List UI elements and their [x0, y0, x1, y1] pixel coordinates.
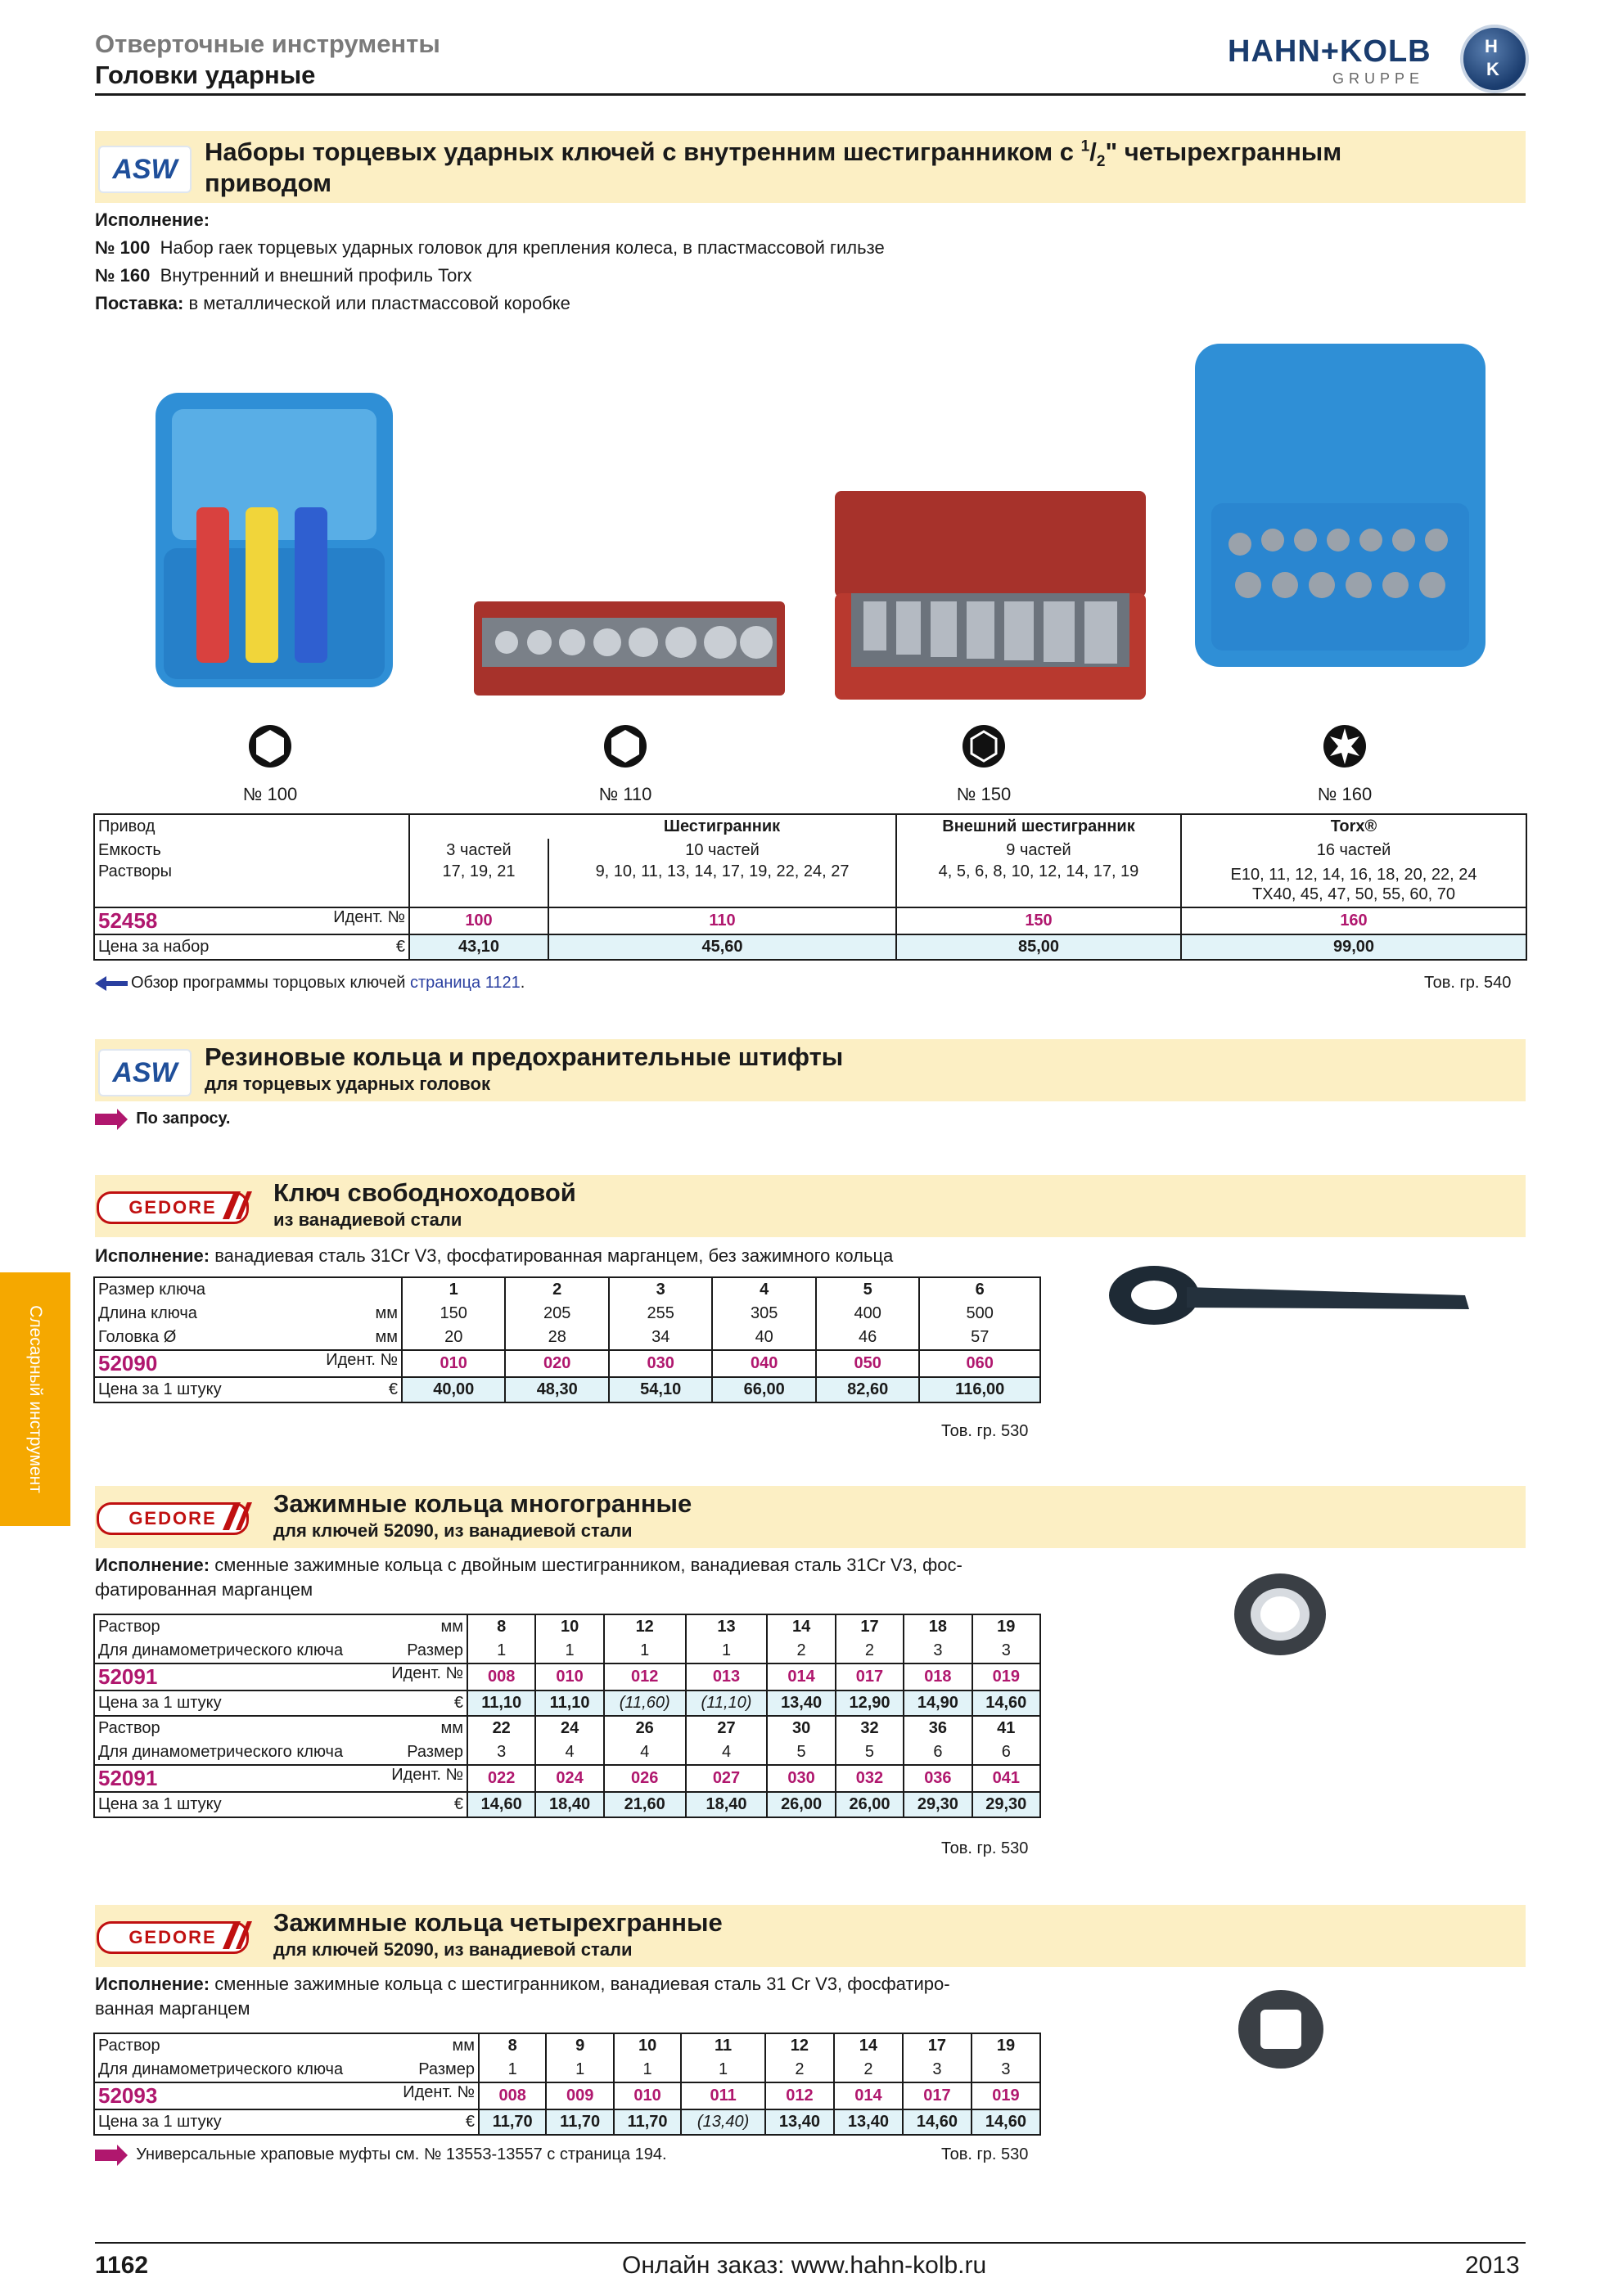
dyn-cell: 5 [767, 1740, 835, 1765]
size-cell: 27 [686, 1716, 768, 1740]
price-cell: 14,60 [467, 1792, 535, 1817]
hex-socket-icon [602, 723, 648, 769]
company-logo: HAHN+KOLB [1228, 34, 1431, 69]
torx-icon [1322, 723, 1368, 769]
id-label: Идент. № [333, 908, 405, 926]
price-row-head: Цена за 1 штуку € [94, 1690, 467, 1716]
section-title-sets-2: приводом [205, 169, 332, 197]
price-cell: 29,30 [972, 1792, 1040, 1817]
catalog-year: 2013 [1465, 2252, 1520, 2279]
footer-rule [95, 2242, 1526, 2244]
price-row-head: Цена за набор € [94, 934, 409, 960]
dyn-cell: 3 [972, 2058, 1040, 2082]
size-cell: 41 [972, 1716, 1040, 1740]
price-cell: 11,10 [535, 1690, 603, 1716]
row-label-capacity: Емкость [98, 841, 161, 859]
section-subtitle-poly-rings: для ключей 52090, из ванадиевой стали [273, 1520, 633, 1541]
dyn-cell: 1 [546, 2058, 613, 2082]
price-cell: 116,00 [919, 1377, 1040, 1402]
article-number: 52091 [98, 1664, 158, 1689]
dyn-cell: 3 [903, 2058, 972, 2082]
row-label-dyn: Для динамометрического ключа Размер [98, 1641, 463, 1659]
article-number: 52091 [98, 1766, 158, 1790]
price-cell: 14,90 [904, 1690, 972, 1716]
length-cell: 500 [919, 1302, 1040, 1326]
price-cell: 14,60 [972, 1690, 1040, 1716]
product-image-110 [470, 597, 789, 700]
head-cell: 57 [919, 1326, 1040, 1350]
head-cell: 20 [402, 1326, 505, 1350]
asw-logo: ASW [98, 146, 192, 193]
drive-160: Torx® [1181, 814, 1526, 839]
supply-line: Поставка: в металлической или пластмассовой коробке [95, 293, 570, 313]
id-cell: 041 [972, 1765, 1040, 1792]
price-cell: 26,00 [767, 1792, 835, 1817]
arrow-right-icon [95, 2150, 118, 2161]
price-110: 45,60 [548, 934, 896, 960]
price-cell: 48,30 [505, 1377, 608, 1402]
size-cell: 14 [767, 1614, 835, 1639]
row-label-dyn: Для динамометрического ключа Размер [98, 2060, 475, 2078]
id-cell: 036 [904, 1765, 972, 1792]
id-150: 150 [896, 907, 1181, 934]
dyn-cell: 1 [479, 2058, 546, 2082]
price-cell: 13,40 [834, 2109, 903, 2135]
row-label-dyn: Для динамометрического ключа Размер [98, 1743, 463, 1761]
external-hex-icon [961, 723, 1007, 769]
price-cell: 12,90 [836, 1690, 904, 1716]
head-cell: 34 [609, 1326, 712, 1350]
art-row-head: 52093 Идент. № [98, 2083, 475, 2108]
poly-rings-spec: Исполнение: сменные зажимные кольца с двойным шестигранником, ванадиевая сталь 31Cr V3, фос- [95, 1555, 963, 1575]
dyn-cell: 2 [834, 2058, 903, 2082]
head-cell: 46 [816, 1326, 919, 1350]
price-cell: 40,00 [402, 1377, 505, 1402]
length-cell: 400 [816, 1302, 919, 1326]
dyn-cell: 6 [904, 1740, 972, 1765]
id-cell: 019 [972, 1663, 1040, 1690]
id-100: 100 [409, 907, 548, 934]
overview-note: Обзор программы торцовых ключей страница 1121. [95, 974, 525, 993]
size-cell: 11 [681, 2033, 765, 2058]
sizes-160: E10, 11, 12, 14, 16, 18, 20, 22, 24 TX40, 45, 47, 50, 55, 60, 70 [1181, 862, 1526, 907]
id-cell: 014 [834, 2082, 903, 2109]
spec-label: Исполнение: [95, 209, 210, 230]
id-160: 160 [1181, 907, 1526, 934]
product-group: Тов. гр. 530 [941, 2145, 1029, 2163]
section-title-poly-rings: Зажимные кольца многогранные [273, 1489, 692, 1518]
size-cell: 5 [816, 1277, 919, 1302]
section-subtitle-rings: для торцевых ударных головок [205, 1074, 490, 1094]
size-cell: 3 [609, 1277, 712, 1302]
page-link[interactable]: страница 1121 [409, 974, 521, 992]
size-cell: 30 [767, 1716, 835, 1740]
size-cell: 10 [535, 1614, 603, 1639]
page-number: 1162 [95, 2252, 149, 2279]
size-cell: 8 [479, 2033, 546, 2058]
id-cell: 008 [467, 1663, 535, 1690]
id-cell: 017 [836, 1663, 904, 1690]
dyn-cell: 2 [836, 1639, 904, 1663]
id-cell: 060 [919, 1350, 1040, 1377]
id-cell: 020 [505, 1350, 608, 1377]
art-row-head: 52090 Идент. № [98, 1351, 398, 1375]
category-title: Отверточные инструменты [95, 29, 440, 58]
image-label-160: № 160 [1317, 784, 1373, 804]
id-cell: 014 [767, 1663, 835, 1690]
size-cell: 12 [604, 1614, 686, 1639]
dyn-cell: 4 [686, 1740, 768, 1765]
size-cell: 26 [604, 1716, 686, 1740]
id-cell: 008 [479, 2082, 546, 2109]
price-100: 43,10 [409, 934, 548, 960]
gedore-slash-icon [214, 1921, 252, 1949]
id-cell: 012 [765, 2082, 834, 2109]
wrench-table [93, 1276, 1041, 1403]
ratchet-note: Универсальные храповые муфты см. № 13553-13557 с страница 194. [95, 2145, 667, 2164]
price-cell: (11,10) [686, 1690, 768, 1716]
poly-rings-table [93, 1614, 1041, 1818]
size-cell: 22 [467, 1716, 535, 1740]
size-cell: 18 [904, 1614, 972, 1639]
gedore-logo: GEDORE [97, 1191, 249, 1224]
id-cell: 010 [614, 2082, 681, 2109]
id-cell: 040 [712, 1350, 815, 1377]
hex-socket-icon [247, 723, 293, 769]
size-cell: 19 [972, 2033, 1040, 2058]
price-cell: 66,00 [712, 1377, 815, 1402]
dyn-cell: 1 [614, 2058, 681, 2082]
product-image-100 [147, 385, 401, 708]
id-cell: 011 [681, 2082, 765, 2109]
section-title-square-rings: Зажимные кольца четырехгранные [273, 1908, 723, 1937]
gedore-logo: GEDORE [97, 1502, 249, 1535]
dyn-cell: 4 [535, 1740, 603, 1765]
price-cell: 14,60 [903, 2109, 972, 2135]
dyn-cell: 1 [686, 1639, 768, 1663]
gedore-slash-icon [214, 1502, 252, 1530]
price-cell: 11,10 [467, 1690, 535, 1716]
size-cell: 32 [836, 1716, 904, 1740]
price-cell: 13,40 [765, 2109, 834, 2135]
art-row-head: 52091 Идент. № [98, 1664, 463, 1689]
price-cell: 13,40 [767, 1690, 835, 1716]
price-cell: 26,00 [836, 1792, 904, 1817]
sizes-110: 9, 10, 11, 13, 14, 17, 19, 22, 24, 27 [548, 862, 896, 907]
drive-110: Шестигранник [663, 817, 781, 835]
dyn-cell: 3 [904, 1639, 972, 1663]
id-cell: 017 [903, 2082, 972, 2109]
drive-100 [409, 814, 548, 839]
article-number: 52458 [98, 908, 158, 933]
id-cell: 018 [904, 1663, 972, 1690]
price-cell: 18,40 [535, 1792, 603, 1817]
cap-160: 16 частей [1181, 839, 1526, 862]
online-order[interactable]: Онлайн заказ: www.hahn-kolb.ru [622, 2252, 987, 2279]
id-cell: 032 [836, 1765, 904, 1792]
size-cell: 1 [402, 1277, 505, 1302]
price-cell: 11,70 [479, 2109, 546, 2135]
section-title-sets: Наборы торцевых ударных ключей с внутренним шестигранником с $^1/_2$" четырехгранным [205, 137, 1342, 171]
image-label-100: № 100 [242, 784, 298, 804]
side-tab [0, 1272, 70, 1526]
asw-logo: ASW [98, 1049, 192, 1096]
dyn-cell: 4 [604, 1740, 686, 1765]
side-tab-label: Слесарный инструмент [26, 1305, 45, 1493]
id-cell: 030 [609, 1350, 712, 1377]
size-cell: 2 [505, 1277, 608, 1302]
subcategory-title: Головки ударные [95, 61, 316, 89]
size-cell: 6 [919, 1277, 1040, 1302]
dyn-cell: 6 [972, 1740, 1040, 1765]
product-group: Тов. гр. 540 [1424, 974, 1512, 992]
size-cell: 14 [834, 2033, 903, 2058]
product-group: Тов. гр. 530 [941, 1839, 1029, 1857]
id-cell: 026 [604, 1765, 686, 1792]
dyn-cell: 1 [467, 1639, 535, 1663]
on-request-note: По запросу. [95, 1110, 230, 1128]
length-cell: 205 [505, 1302, 608, 1326]
emblem-h: H [1485, 36, 1498, 56]
size-cell: 8 [467, 1614, 535, 1639]
spec-line-100: № 100 Набор гаек торцевых ударных головок для крепления колеса, в пластмассовой гильзе [95, 237, 885, 258]
article-number: 52093 [98, 2083, 158, 2108]
price-row-head: Цена за 1 штуку € [94, 2109, 479, 2135]
price-150: 85,00 [896, 934, 1181, 960]
square-rings-table [93, 2033, 1041, 2136]
price-cell: 54,10 [609, 1377, 712, 1402]
size-cell: 10 [614, 2033, 681, 2058]
poly-ring-image [1231, 1569, 1329, 1659]
art-row-head [94, 907, 409, 934]
price-cell: 11,70 [614, 2109, 681, 2135]
company-logo-sub: GRUPPE [1332, 70, 1425, 87]
image-label-110: № 110 [598, 784, 652, 804]
size-cell: 36 [904, 1716, 972, 1740]
gedore-slash-icon [214, 1191, 252, 1219]
price-row-head: Цена за 1 штуку € [94, 1377, 402, 1402]
cap-150: 9 частей [896, 839, 1181, 862]
section-title-wrench: Ключ свободноходовой [273, 1178, 576, 1207]
row-label-opening: Раствор мм [98, 1618, 463, 1636]
size-cell: 12 [765, 2033, 834, 2058]
price-cell: 82,60 [816, 1377, 919, 1402]
sizes-100: 17, 19, 21 [409, 862, 548, 907]
price-cell: (11,60) [604, 1690, 686, 1716]
length-cell: 305 [712, 1302, 815, 1326]
emblem-k: K [1486, 59, 1499, 79]
id-cell: 010 [402, 1350, 505, 1377]
price-cell: 14,60 [972, 2109, 1040, 2135]
poly-rings-spec-2: фатированная марганцем [95, 1579, 313, 1600]
dyn-cell: 3 [972, 1639, 1040, 1663]
size-cell: 19 [972, 1614, 1040, 1639]
head-cell: 40 [712, 1326, 815, 1350]
id-cell: 030 [767, 1765, 835, 1792]
row-label-size: Размер ключа [98, 1281, 206, 1299]
wrench-spec: Исполнение: ванадиевая сталь 31Cr V3, фосфатированная марганцем, без зажимного кольца [95, 1245, 894, 1266]
cap-100: 3 частей [409, 839, 548, 862]
id-cell: 024 [535, 1765, 603, 1792]
row-label-opening: Раствор мм [98, 2037, 475, 2055]
drive-150: Внешний шестигранник [896, 814, 1181, 839]
price-cell: (13,40) [681, 2109, 765, 2135]
length-cell: 150 [402, 1302, 505, 1326]
spec-line-160: № 160 Внутренний и внешний профиль Torx [95, 265, 472, 286]
size-cell: 13 [686, 1614, 768, 1639]
gedore-logo: GEDORE [97, 1921, 249, 1954]
product-image-160 [1191, 340, 1490, 671]
price-cell: 18,40 [686, 1792, 768, 1817]
section-title-rings: Резиновые кольца и предохранительные штифты [205, 1042, 844, 1071]
size-cell: 9 [546, 2033, 613, 2058]
company-emblem [1460, 25, 1529, 93]
square-rings-spec: Исполнение: сменные зажимные кольца с шестигранником, ванадиевая сталь 31 Cr V3, фосфатиро- [95, 1974, 950, 1994]
section-subtitle-wrench: из ванадиевой стали [273, 1209, 462, 1230]
id-cell: 050 [816, 1350, 919, 1377]
price-cell: 11,70 [546, 2109, 613, 2135]
id-cell: 012 [604, 1663, 686, 1690]
size-cell: 24 [535, 1716, 603, 1740]
row-label-length: Длина ключа мм [98, 1304, 398, 1322]
id-cell: 019 [972, 2082, 1040, 2109]
price-cell: 21,60 [604, 1792, 686, 1817]
size-cell: 17 [903, 2033, 972, 2058]
row-label-head: Головка Ø мм [98, 1328, 398, 1346]
dyn-cell: 5 [836, 1740, 904, 1765]
square-rings-spec-2: ванная марганцем [95, 1998, 250, 2019]
freewheel-wrench-image [1105, 1258, 1481, 1332]
sets-table [93, 813, 1527, 961]
dyn-cell: 3 [467, 1740, 535, 1765]
price-row-head: Цена за 1 штуку € [94, 1792, 467, 1817]
id-cell: 022 [467, 1765, 535, 1792]
dyn-cell: 1 [535, 1639, 603, 1663]
image-label-150: № 150 [956, 784, 1012, 804]
row-label-sizes: Растворы [98, 862, 172, 880]
header-rule [95, 93, 1526, 96]
length-cell: 255 [609, 1302, 712, 1326]
dyn-cell: 2 [765, 2058, 834, 2082]
price-cell: 29,30 [904, 1792, 972, 1817]
id-cell: 010 [535, 1663, 603, 1690]
sizes-150: 4, 5, 6, 8, 10, 12, 14, 17, 19 [896, 862, 1181, 907]
cap-110: 10 частей [548, 839, 896, 862]
row-label-opening: Раствор мм [98, 1719, 463, 1737]
arrow-right-icon [95, 1114, 118, 1125]
dyn-cell: 1 [604, 1639, 686, 1663]
section-subtitle-square-rings: для ключей 52090, из ванадиевой стали [273, 1939, 633, 1960]
product-image-150 [827, 487, 1154, 704]
product-group: Тов. гр. 530 [941, 1422, 1029, 1440]
id-cell: 009 [546, 2082, 613, 2109]
square-ring-image [1236, 1987, 1326, 2073]
price-160: 99,00 [1181, 934, 1526, 960]
dyn-cell: 2 [767, 1639, 835, 1663]
row-label-drive: Привод [98, 817, 156, 835]
id-110: 110 [548, 907, 896, 934]
dyn-cell: 1 [681, 2058, 765, 2082]
head-cell: 28 [505, 1326, 608, 1350]
arrow-left-icon [95, 976, 106, 991]
id-cell: 013 [686, 1663, 768, 1690]
size-cell: 17 [836, 1614, 904, 1639]
id-cell: 027 [686, 1765, 768, 1792]
size-cell: 4 [712, 1277, 815, 1302]
art-row-head: 52091 Идент. № [98, 1766, 463, 1790]
article-number: 52090 [98, 1351, 158, 1375]
